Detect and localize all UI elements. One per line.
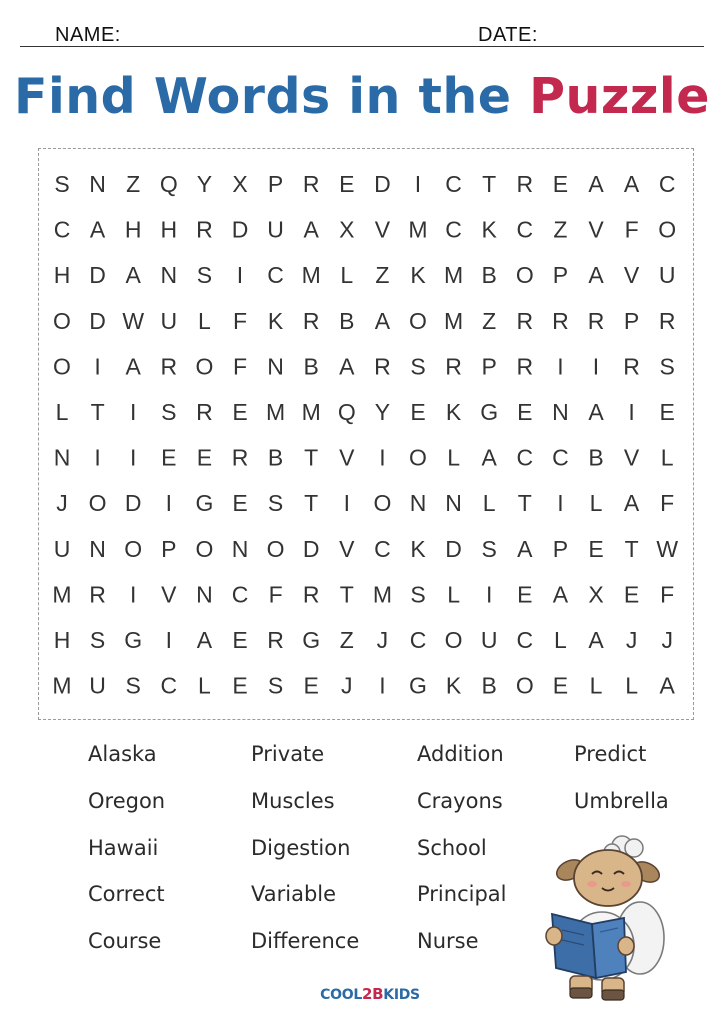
grid-letter: A bbox=[659, 672, 675, 699]
grid-letter: L bbox=[660, 444, 674, 471]
grid-letter: A bbox=[125, 353, 141, 380]
grid-letter: K bbox=[481, 216, 497, 243]
grid-letter: B bbox=[303, 353, 319, 380]
grid-letter: D bbox=[231, 216, 249, 243]
grid-letter: O bbox=[88, 490, 107, 517]
grid-letter: N bbox=[552, 399, 569, 425]
grid-letter: I bbox=[343, 490, 350, 517]
grid-letter: R bbox=[160, 353, 178, 380]
grid-letter: C bbox=[160, 672, 178, 699]
grid-letter: E bbox=[303, 672, 319, 699]
grid-letter: Y bbox=[374, 399, 391, 425]
grid-letter: S bbox=[125, 672, 141, 699]
grid-letter: L bbox=[554, 627, 567, 653]
grid-letter: F bbox=[660, 581, 675, 608]
grid-letter: L bbox=[55, 399, 69, 425]
grid-letter: A bbox=[623, 171, 640, 197]
grid-letter: P bbox=[552, 535, 569, 562]
grid-letter: A bbox=[588, 171, 604, 197]
name-label: NAME: bbox=[55, 24, 121, 46]
grid-letter: O bbox=[409, 307, 427, 334]
grid-letter: V bbox=[374, 216, 391, 243]
grid-letter: T bbox=[304, 444, 319, 471]
grid-letter: N bbox=[267, 353, 284, 380]
grid-letter: C bbox=[53, 216, 71, 243]
grid-letter: L bbox=[625, 672, 638, 699]
grid-letter: P bbox=[623, 307, 640, 334]
grid-letter: G bbox=[302, 627, 321, 653]
grid-letter: R bbox=[658, 307, 676, 334]
grid-letter: V bbox=[161, 581, 177, 608]
grid-letter: Z bbox=[553, 216, 568, 243]
grid-letter: E bbox=[232, 399, 248, 425]
word-item: Oregon bbox=[88, 789, 166, 813]
grid-letter: E bbox=[232, 627, 248, 653]
grid-letter: R bbox=[196, 216, 213, 243]
grid-letter: A bbox=[481, 444, 497, 471]
word-item: Private bbox=[251, 742, 325, 766]
grid-letter: R bbox=[587, 307, 605, 334]
grid-letter: N bbox=[409, 490, 427, 517]
word-item: Muscles bbox=[251, 789, 335, 813]
grid-letter: I bbox=[165, 627, 172, 653]
grid-letter: E bbox=[232, 672, 248, 699]
grid-letter: R bbox=[89, 581, 106, 608]
grid-letter: D bbox=[89, 307, 106, 334]
grid-letter: A bbox=[339, 353, 355, 380]
grid-letter: O bbox=[515, 262, 534, 289]
grid-letter: K bbox=[410, 262, 426, 289]
grid-letter: A bbox=[374, 307, 391, 334]
grid-letter: A bbox=[552, 581, 569, 608]
grid-letter: E bbox=[552, 171, 569, 197]
logo-part-3: KIDS bbox=[383, 987, 420, 1003]
grid-letter: I bbox=[130, 399, 137, 425]
grid-letter: I bbox=[557, 353, 564, 380]
grid-letter: R bbox=[231, 444, 249, 471]
grid-letter: L bbox=[198, 672, 211, 699]
grid-letter: M bbox=[372, 581, 392, 608]
grid-letter: S bbox=[54, 171, 70, 197]
grid-letter: P bbox=[267, 171, 284, 197]
grid-letter: V bbox=[623, 262, 640, 289]
grid-letter: U bbox=[267, 216, 284, 243]
title-part-2: Puzzle bbox=[529, 68, 710, 125]
grid-letter: A bbox=[517, 535, 533, 562]
word-item: Digestion bbox=[251, 836, 351, 860]
grid-letter: E bbox=[552, 672, 569, 699]
word-item: Principal bbox=[417, 882, 507, 906]
grid-letter: M bbox=[444, 262, 464, 289]
grid-letter: C bbox=[409, 627, 427, 653]
grid-letter: S bbox=[410, 353, 426, 380]
grid-letter: R bbox=[302, 171, 320, 197]
grid-letter: S bbox=[481, 535, 497, 562]
grid-letter: O bbox=[373, 490, 392, 517]
grid-letter: O bbox=[444, 627, 463, 653]
grid-letter: G bbox=[480, 399, 499, 425]
grid-letter: I bbox=[414, 171, 422, 197]
puzzle-letters bbox=[39, 149, 692, 718]
grid-letter: K bbox=[410, 535, 426, 562]
grid-letter: H bbox=[124, 216, 142, 243]
grid-letter: C bbox=[516, 627, 534, 653]
grid-letter: S bbox=[89, 627, 106, 653]
logo-part-1: COOL bbox=[320, 987, 362, 1003]
grid-letter: H bbox=[160, 216, 178, 243]
grid-letter: F bbox=[268, 581, 283, 608]
cool2bkids-logo bbox=[318, 982, 422, 1006]
word-item: Hawaii bbox=[88, 836, 159, 860]
grid-letter: H bbox=[53, 627, 71, 653]
grid-letter: C bbox=[445, 171, 462, 197]
grid-letter: M bbox=[301, 262, 321, 289]
grid-letter: F bbox=[232, 353, 248, 380]
grid-letter: V bbox=[588, 216, 604, 243]
grid-letter: A bbox=[588, 262, 604, 289]
grid-letter: T bbox=[304, 490, 319, 517]
grid-letter: Z bbox=[126, 171, 141, 197]
grid-letter: C bbox=[516, 216, 534, 243]
grid-letter: J bbox=[341, 672, 353, 699]
grid-letter: O bbox=[195, 353, 214, 380]
grid-letter: G bbox=[409, 672, 427, 699]
grid-letter: O bbox=[409, 444, 427, 471]
word-item: Umbrella bbox=[574, 789, 669, 813]
grid-letter: R bbox=[552, 307, 569, 334]
grid-letter: L bbox=[482, 490, 496, 517]
grid-letter: T bbox=[90, 399, 105, 425]
grid-letter: I bbox=[486, 581, 493, 608]
grid-letter: O bbox=[658, 216, 677, 243]
grid-letter: T bbox=[517, 490, 532, 517]
grid-letter: U bbox=[658, 262, 676, 289]
grid-letter: Q bbox=[337, 399, 356, 425]
grid-letter: I bbox=[130, 444, 137, 471]
grid-letter: X bbox=[232, 171, 248, 197]
grid-letter: Z bbox=[482, 307, 497, 334]
grid-letter: G bbox=[124, 627, 143, 653]
grid-letter: J bbox=[625, 627, 638, 653]
grid-letter: N bbox=[89, 535, 106, 562]
grid-letter: I bbox=[592, 353, 600, 380]
grid-letter: A bbox=[303, 216, 319, 243]
grid-letter: E bbox=[517, 399, 533, 425]
date-label: DATE: bbox=[478, 24, 538, 46]
grid-letter: L bbox=[447, 581, 460, 608]
word-item: Course bbox=[88, 929, 162, 953]
grid-letter: H bbox=[53, 262, 71, 289]
grid-letter: C bbox=[516, 444, 534, 471]
grid-letter: I bbox=[94, 353, 101, 380]
grid-letter: W bbox=[122, 307, 145, 334]
grid-letter: C bbox=[445, 216, 462, 243]
grid-letter: E bbox=[623, 581, 640, 608]
grid-letter: X bbox=[339, 216, 355, 243]
grid-letter: M bbox=[444, 307, 464, 334]
grid-letter: V bbox=[339, 444, 355, 471]
grid-letter: M bbox=[266, 399, 286, 425]
grid-letter: S bbox=[196, 262, 213, 289]
grid-letter: B bbox=[339, 307, 355, 334]
grid-letter: F bbox=[660, 490, 675, 517]
grid-letter: F bbox=[232, 307, 248, 334]
grid-letter: S bbox=[161, 399, 177, 425]
grid-letter: R bbox=[196, 399, 213, 425]
grid-letter: O bbox=[124, 535, 143, 562]
grid-letter: T bbox=[624, 535, 639, 562]
grid-letter: I bbox=[165, 490, 172, 517]
grid-letter: Y bbox=[196, 171, 213, 197]
grid-letter: R bbox=[267, 627, 284, 653]
grid-letter: D bbox=[124, 490, 142, 517]
word-item: Predict bbox=[574, 742, 647, 766]
grid-letter: R bbox=[516, 353, 534, 380]
sheep-reading-book-icon bbox=[540, 828, 670, 1003]
grid-letter: K bbox=[445, 399, 462, 425]
grid-letter: U bbox=[89, 672, 106, 699]
grid-letter: O bbox=[53, 353, 71, 380]
grid-letter: J bbox=[56, 490, 68, 517]
grid-letter: S bbox=[410, 581, 426, 608]
grid-letter: I bbox=[628, 399, 635, 425]
grid-letter: L bbox=[589, 490, 603, 517]
word-item: Variable bbox=[251, 882, 337, 906]
grid-letter: S bbox=[659, 353, 675, 380]
grid-letter: Z bbox=[339, 627, 354, 653]
grid-letter: P bbox=[552, 262, 569, 289]
grid-letter: N bbox=[89, 171, 106, 197]
grid-letter: R bbox=[623, 353, 640, 380]
grid-letter: L bbox=[198, 307, 211, 334]
grid-letter: U bbox=[480, 627, 498, 653]
grid-letter: L bbox=[340, 262, 354, 289]
grid-letter: E bbox=[161, 444, 177, 471]
grid-letter: M bbox=[408, 216, 428, 243]
grid-letter: E bbox=[659, 399, 675, 425]
grid-letter: E bbox=[196, 444, 213, 471]
word-item: Alaska bbox=[88, 742, 157, 766]
grid-letter: A bbox=[588, 399, 604, 425]
word-item: Nurse bbox=[417, 929, 479, 953]
word-item: School bbox=[417, 836, 487, 860]
grid-letter: R bbox=[516, 307, 534, 334]
grid-letter: C bbox=[231, 581, 249, 608]
grid-letter: Q bbox=[159, 171, 178, 197]
grid-letter: C bbox=[552, 444, 569, 471]
grid-letter: E bbox=[588, 535, 604, 562]
grid-letter: L bbox=[447, 444, 460, 471]
grid-letter: N bbox=[160, 262, 178, 289]
grid-letter: O bbox=[515, 672, 534, 699]
page-title bbox=[0, 62, 724, 132]
grid-letter: T bbox=[339, 581, 354, 608]
grid-letter: W bbox=[656, 535, 679, 562]
grid-letter: A bbox=[588, 627, 604, 653]
grid-letter: R bbox=[516, 171, 534, 197]
grid-letter: B bbox=[588, 444, 604, 471]
grid-letter: I bbox=[94, 444, 101, 471]
grid-letter: I bbox=[130, 581, 137, 608]
grid-letter: R bbox=[302, 581, 320, 608]
grid-letter: I bbox=[236, 262, 244, 289]
grid-letter: V bbox=[339, 535, 355, 562]
grid-letter: E bbox=[410, 399, 426, 425]
grid-letter: F bbox=[624, 216, 639, 243]
grid-letter: D bbox=[445, 535, 462, 562]
grid-letter: N bbox=[445, 490, 462, 517]
grid-letter: B bbox=[481, 672, 497, 699]
grid-letter: A bbox=[89, 216, 106, 243]
grid-letter: D bbox=[374, 171, 391, 197]
grid-letter: R bbox=[445, 353, 462, 380]
grid-letter: A bbox=[623, 490, 640, 517]
grid-letter: S bbox=[267, 672, 284, 699]
word-item: Addition bbox=[417, 742, 504, 766]
grid-letter: D bbox=[89, 262, 106, 289]
word-item: Correct bbox=[88, 882, 165, 906]
grid-letter: B bbox=[481, 262, 497, 289]
grid-letter: P bbox=[161, 535, 177, 562]
grid-letter: N bbox=[53, 444, 71, 471]
grid-letter: K bbox=[445, 672, 462, 699]
grid-letter: L bbox=[589, 672, 603, 699]
grid-letter: O bbox=[195, 535, 214, 562]
grid-letter: C bbox=[267, 262, 284, 289]
grid-letter: D bbox=[302, 535, 320, 562]
grid-letter: N bbox=[196, 581, 213, 608]
grid-letter: J bbox=[376, 627, 389, 653]
grid-letter: E bbox=[339, 171, 355, 197]
grid-letter: M bbox=[52, 672, 72, 699]
grid-letter: N bbox=[231, 535, 249, 562]
grid-letter: I bbox=[379, 444, 386, 471]
grid-letter: C bbox=[374, 535, 391, 562]
grid-letter: M bbox=[52, 581, 72, 608]
logo-part-2: 2B bbox=[361, 985, 384, 1003]
grid-letter: C bbox=[658, 171, 676, 197]
grid-letter: R bbox=[302, 307, 320, 334]
grid-letter: G bbox=[195, 490, 214, 517]
word-item: Difference bbox=[251, 929, 360, 953]
grid-letter: S bbox=[267, 490, 284, 517]
grid-letter: Z bbox=[375, 262, 390, 289]
header-underline bbox=[20, 46, 704, 47]
grid-letter: A bbox=[196, 627, 213, 653]
grid-letter: T bbox=[482, 171, 497, 197]
puzzle-grid bbox=[38, 148, 694, 720]
grid-letter: O bbox=[266, 535, 285, 562]
grid-letter: I bbox=[557, 490, 564, 517]
grid-letter: B bbox=[267, 444, 284, 471]
grid-letter: J bbox=[661, 627, 673, 653]
grid-letter: V bbox=[623, 444, 640, 471]
grid-letter: X bbox=[588, 581, 604, 608]
grid-letter: P bbox=[481, 353, 497, 380]
grid-letter: R bbox=[374, 353, 391, 380]
grid-letter: E bbox=[232, 490, 248, 517]
grid-letter: U bbox=[160, 307, 178, 334]
grid-letter: E bbox=[517, 581, 533, 608]
word-item: Crayons bbox=[417, 789, 503, 813]
grid-letter: O bbox=[53, 307, 71, 334]
grid-letter: K bbox=[267, 307, 284, 334]
grid-letter: A bbox=[125, 262, 141, 289]
grid-letter: U bbox=[53, 535, 71, 562]
grid-letter: M bbox=[301, 399, 321, 425]
title-part-1: Find Words in the bbox=[14, 68, 512, 125]
grid-letter: I bbox=[379, 672, 386, 699]
